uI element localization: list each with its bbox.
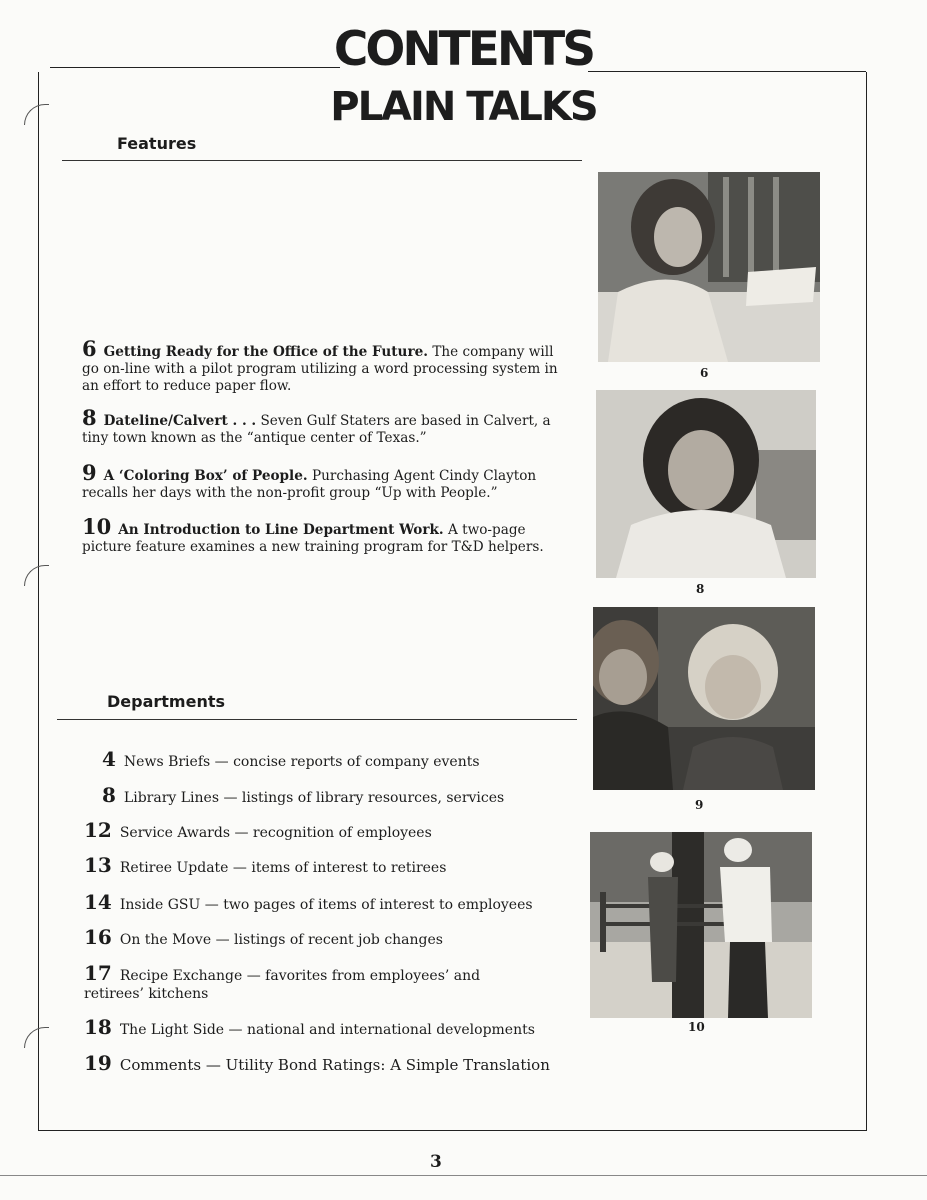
- department-description: Recipe Exchange — favorites from employees’ and retirees’ kitchens: [84, 968, 481, 1002]
- departments-heading: Departments: [107, 692, 226, 711]
- department-page-number: 4: [102, 747, 116, 771]
- photo-woman-portrait: [596, 390, 816, 578]
- page-bottom-line: [0, 1175, 927, 1176]
- department-page-number: 13: [84, 853, 112, 877]
- department-page-number: 18: [84, 1015, 112, 1039]
- department-description: Inside GSU — two pages of items of interest to employees: [119, 897, 533, 913]
- department-description: Library Lines — listings of library resources, services: [123, 790, 505, 806]
- feature-title: A ‘Coloring Box’ of People.: [103, 468, 308, 484]
- photo-caption: 9: [695, 798, 704, 812]
- department-description: On the Move — listings of recent job changes: [119, 932, 443, 948]
- feature-description: The company will go on-line with a pilot program utilizing a word processing system in an effort to reduce paper flow.: [82, 344, 558, 394]
- features-rule: [62, 160, 582, 161]
- department-item[interactable]: [84, 853, 564, 877]
- department-item[interactable]: [84, 1051, 564, 1075]
- department-item[interactable]: [84, 925, 564, 949]
- department-item[interactable]: [84, 890, 564, 914]
- features-heading: Features: [117, 134, 197, 153]
- feature-item-8[interactable]: [82, 405, 572, 447]
- feature-description: Seven Gulf Staters are based in Calvert, a tiny town known as the “antique center of Texas.”: [82, 413, 551, 446]
- department-description: Comments — Utility Bond Ratings: A Simple Translation: [119, 1056, 550, 1074]
- department-item[interactable]: [102, 747, 582, 771]
- departments-rule: [57, 719, 577, 720]
- feature-page-number: 6: [82, 336, 97, 361]
- feature-page-number: 10: [82, 514, 112, 539]
- page-number: 3: [430, 1152, 442, 1172]
- photo-office-woman: [598, 172, 820, 362]
- department-page-number: 17: [84, 961, 112, 985]
- department-description: News Briefs — concise reports of company events: [123, 754, 480, 770]
- feature-page-number: 8: [82, 405, 97, 430]
- department-page-number: 14: [84, 890, 112, 914]
- feature-title: An Introduction to Line Department Work.: [118, 522, 444, 538]
- department-item[interactable]: [84, 1015, 564, 1039]
- feature-description: Purchasing Agent Cindy Clayton recalls her days with the non-profit group “Up with People.”: [82, 468, 537, 501]
- feature-title: Getting Ready for the Office of the Future.: [103, 344, 428, 360]
- photo-line-workers: [590, 832, 812, 1018]
- photo-caption: 6: [700, 366, 709, 380]
- department-description: The Light Side — national and international developments: [119, 1022, 535, 1038]
- binder-hole-mark: [24, 565, 49, 586]
- contents-title: CONTENTS: [333, 22, 594, 77]
- binder-hole-mark: [24, 1027, 49, 1048]
- department-page-number: 12: [84, 818, 112, 842]
- feature-title: Dateline/Calvert . . .: [103, 413, 257, 429]
- feature-page-number: 9: [82, 460, 97, 485]
- department-item[interactable]: [84, 818, 564, 842]
- department-description: Retiree Update — items of interest to retirees: [119, 860, 447, 876]
- department-page-number: 19: [84, 1051, 112, 1075]
- department-page-number: 8: [102, 783, 116, 807]
- feature-item-6[interactable]: [82, 336, 572, 395]
- department-description: Service Awards — recognition of employees: [119, 825, 432, 841]
- department-page-number: 16: [84, 925, 112, 949]
- department-item[interactable]: [102, 783, 582, 807]
- photo-caption: 10: [688, 1020, 705, 1034]
- feature-item-9[interactable]: [82, 460, 572, 502]
- department-item[interactable]: [84, 961, 504, 1003]
- photo-caption: 8: [696, 582, 705, 596]
- magazine-title: PLAIN TALKS: [330, 84, 597, 130]
- feature-item-10[interactable]: [82, 514, 572, 556]
- photo-couple: [593, 607, 815, 790]
- feature-description: A two-page picture feature examines a new training program for T&D helpers.: [82, 522, 544, 555]
